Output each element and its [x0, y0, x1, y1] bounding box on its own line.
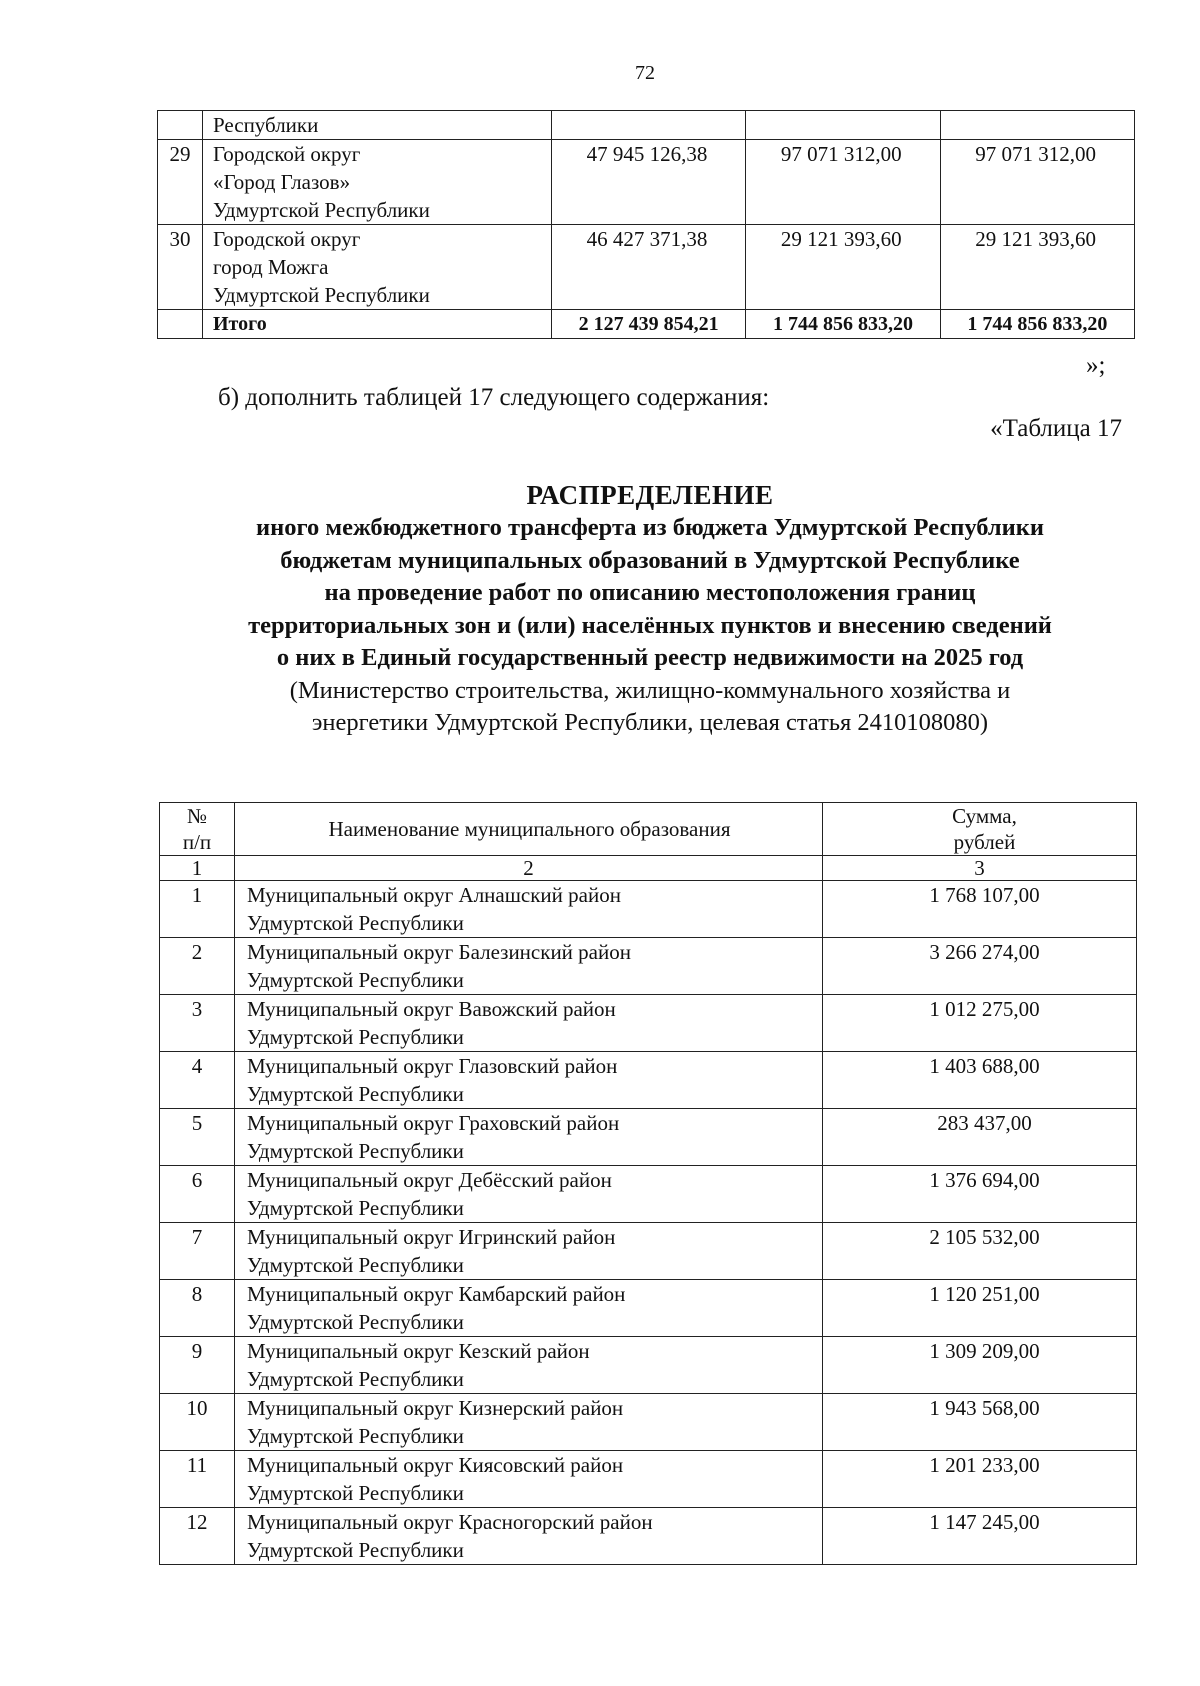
amount-cell: 1 147 245,00 [823, 1508, 1137, 1565]
amount-cell [746, 111, 940, 140]
table-row [160, 995, 1137, 1052]
row-number: 4 [160, 1052, 235, 1109]
table-row [158, 111, 1135, 140]
closing-quote: »; [1086, 352, 1106, 379]
amount-cell: 1 403 688,00 [823, 1052, 1137, 1109]
municipality-name: Городской округ город Можга Удмуртской Республики [203, 225, 552, 310]
total-amount: 2 127 439 854,21 [552, 310, 746, 339]
column-number: 3 [823, 856, 1137, 881]
municipality-name: Муниципальный округ Вавожский район Удмуртской Республики [235, 995, 823, 1052]
heading-subtitle-line: на проведение работ по описанию местоположения границ [324, 579, 976, 606]
amount-cell: 97 071 312,00 [746, 140, 940, 225]
row-number [158, 111, 203, 140]
amount-cell: 29 121 393,60 [940, 225, 1134, 310]
table-row [160, 1451, 1137, 1508]
municipality-name: Муниципальный округ Кезский район Удмуртской Республики [235, 1337, 823, 1394]
row-number: 7 [160, 1223, 235, 1280]
municipality-name: Муниципальный округ Кизнерский район Удмуртской Республики [235, 1394, 823, 1451]
row-number: 6 [160, 1166, 235, 1223]
table-row [160, 1166, 1137, 1223]
previous-table-continuation [157, 110, 1135, 339]
amount-cell: 1 120 251,00 [823, 1280, 1137, 1337]
table-row [160, 1508, 1137, 1565]
row-number: 2 [160, 938, 235, 995]
heading-title: РАСПРЕДЕЛЕНИЕ [526, 480, 774, 510]
municipality-name: Республики [203, 111, 552, 140]
municipality-name: Муниципальный округ Алнашский район Удмуртской Республики [235, 881, 823, 938]
municipality-name: Муниципальный округ Граховский район Удмуртской Республики [235, 1109, 823, 1166]
municipality-name: Муниципальный округ Камбарский район Удмуртской Республики [235, 1280, 823, 1337]
row-number: 1 [160, 881, 235, 938]
amount-cell: 1 768 107,00 [823, 881, 1137, 938]
row-number: 10 [160, 1394, 235, 1451]
row-number: 8 [160, 1280, 235, 1337]
column-number: 2 [235, 856, 823, 881]
table-row [160, 1280, 1137, 1337]
municipality-name: Муниципальный округ Киясовский район Удмуртской Республики [235, 1451, 823, 1508]
total-amount: 1 744 856 833,20 [940, 310, 1134, 339]
amount-cell: 1 309 209,00 [823, 1337, 1137, 1394]
row-number: 29 [158, 140, 203, 225]
page-number: 72 [635, 62, 655, 84]
row-number [158, 310, 203, 339]
heading-subtitle-line: бюджетам муниципальных образований в Удмуртской Республике [280, 546, 1020, 574]
amount-cell: 97 071 312,00 [940, 140, 1134, 225]
municipality-name: Городской округ «Город Глазов» Удмуртской Республики [203, 140, 552, 225]
municipality-name: Муниципальный округ Глазовский район Удмуртской Республики [235, 1052, 823, 1109]
amount-cell: 1 376 694,00 [823, 1166, 1137, 1223]
table-row [160, 1223, 1137, 1280]
row-number: 11 [160, 1451, 235, 1508]
table-row [160, 1337, 1137, 1394]
distribution-table [159, 802, 1137, 1565]
municipality-name: Муниципальный округ Дебёсский район Удмуртской Республики [235, 1166, 823, 1223]
total-label: Итого [203, 310, 552, 339]
column-number-row [160, 856, 1137, 881]
amount-cell: 283 437,00 [823, 1109, 1137, 1166]
amount-cell [940, 111, 1134, 140]
header-sum: Сумма, рублей [823, 803, 1137, 856]
column-number: 1 [160, 856, 235, 881]
total-row [158, 310, 1135, 339]
row-number: 9 [160, 1337, 235, 1394]
table-row [160, 1394, 1137, 1451]
heading-note-line: энергетики Удмуртской Республики, целевая статья 2410108080) [311, 708, 989, 736]
table-row [160, 1052, 1137, 1109]
row-number: 5 [160, 1109, 235, 1166]
table-row [160, 1109, 1137, 1166]
header-name: Наименование муниципального образования [235, 803, 823, 856]
row-number: 30 [158, 225, 203, 310]
header-number: № п/п [160, 803, 235, 856]
heading-subtitle-line: о них в Единый государственный реестр недвижимости на 2025 год [276, 644, 1024, 671]
table-header-row [160, 803, 1137, 856]
municipality-name: Муниципальный округ Игринский район Удмуртской Республики [235, 1223, 823, 1280]
amount-cell: 2 105 532,00 [823, 1223, 1137, 1280]
amount-cell: 46 427 371,38 [552, 225, 746, 310]
heading-note-line: (Министерство строительства, жилищно-коммунального хозяйства и [289, 676, 1011, 704]
amount-cell: 1 201 233,00 [823, 1451, 1137, 1508]
table-label: «Таблица 17 [990, 415, 1122, 442]
amount-cell: 47 945 126,38 [552, 140, 746, 225]
amount-cell [552, 111, 746, 140]
amount-cell: 29 121 393,60 [746, 225, 940, 310]
municipality-name: Муниципальный округ Балезинский район Удмуртской Республики [235, 938, 823, 995]
amount-cell: 1 943 568,00 [823, 1394, 1137, 1451]
distribution-heading [160, 478, 1140, 739]
heading-subtitle-line: иного межбюджетного трансферта из бюджета Удмуртской Республики [256, 514, 1044, 541]
amount-cell: 1 012 275,00 [823, 995, 1137, 1052]
row-number: 3 [160, 995, 235, 1052]
table-row [160, 938, 1137, 995]
table-row [160, 881, 1137, 938]
amount-cell: 3 266 274,00 [823, 938, 1137, 995]
municipality-name: Муниципальный округ Красногорский район Удмуртской Республики [235, 1508, 823, 1565]
table-row [158, 225, 1135, 310]
row-number: 12 [160, 1508, 235, 1565]
amendment-intro-text: б) дополнить таблицей 17 следующего содержания: [218, 384, 770, 411]
table-row [158, 140, 1135, 225]
total-amount: 1 744 856 833,20 [746, 310, 940, 339]
heading-subtitle-line: территориальных зон и (или) населённых пунктов и внесению сведений [248, 611, 1052, 639]
